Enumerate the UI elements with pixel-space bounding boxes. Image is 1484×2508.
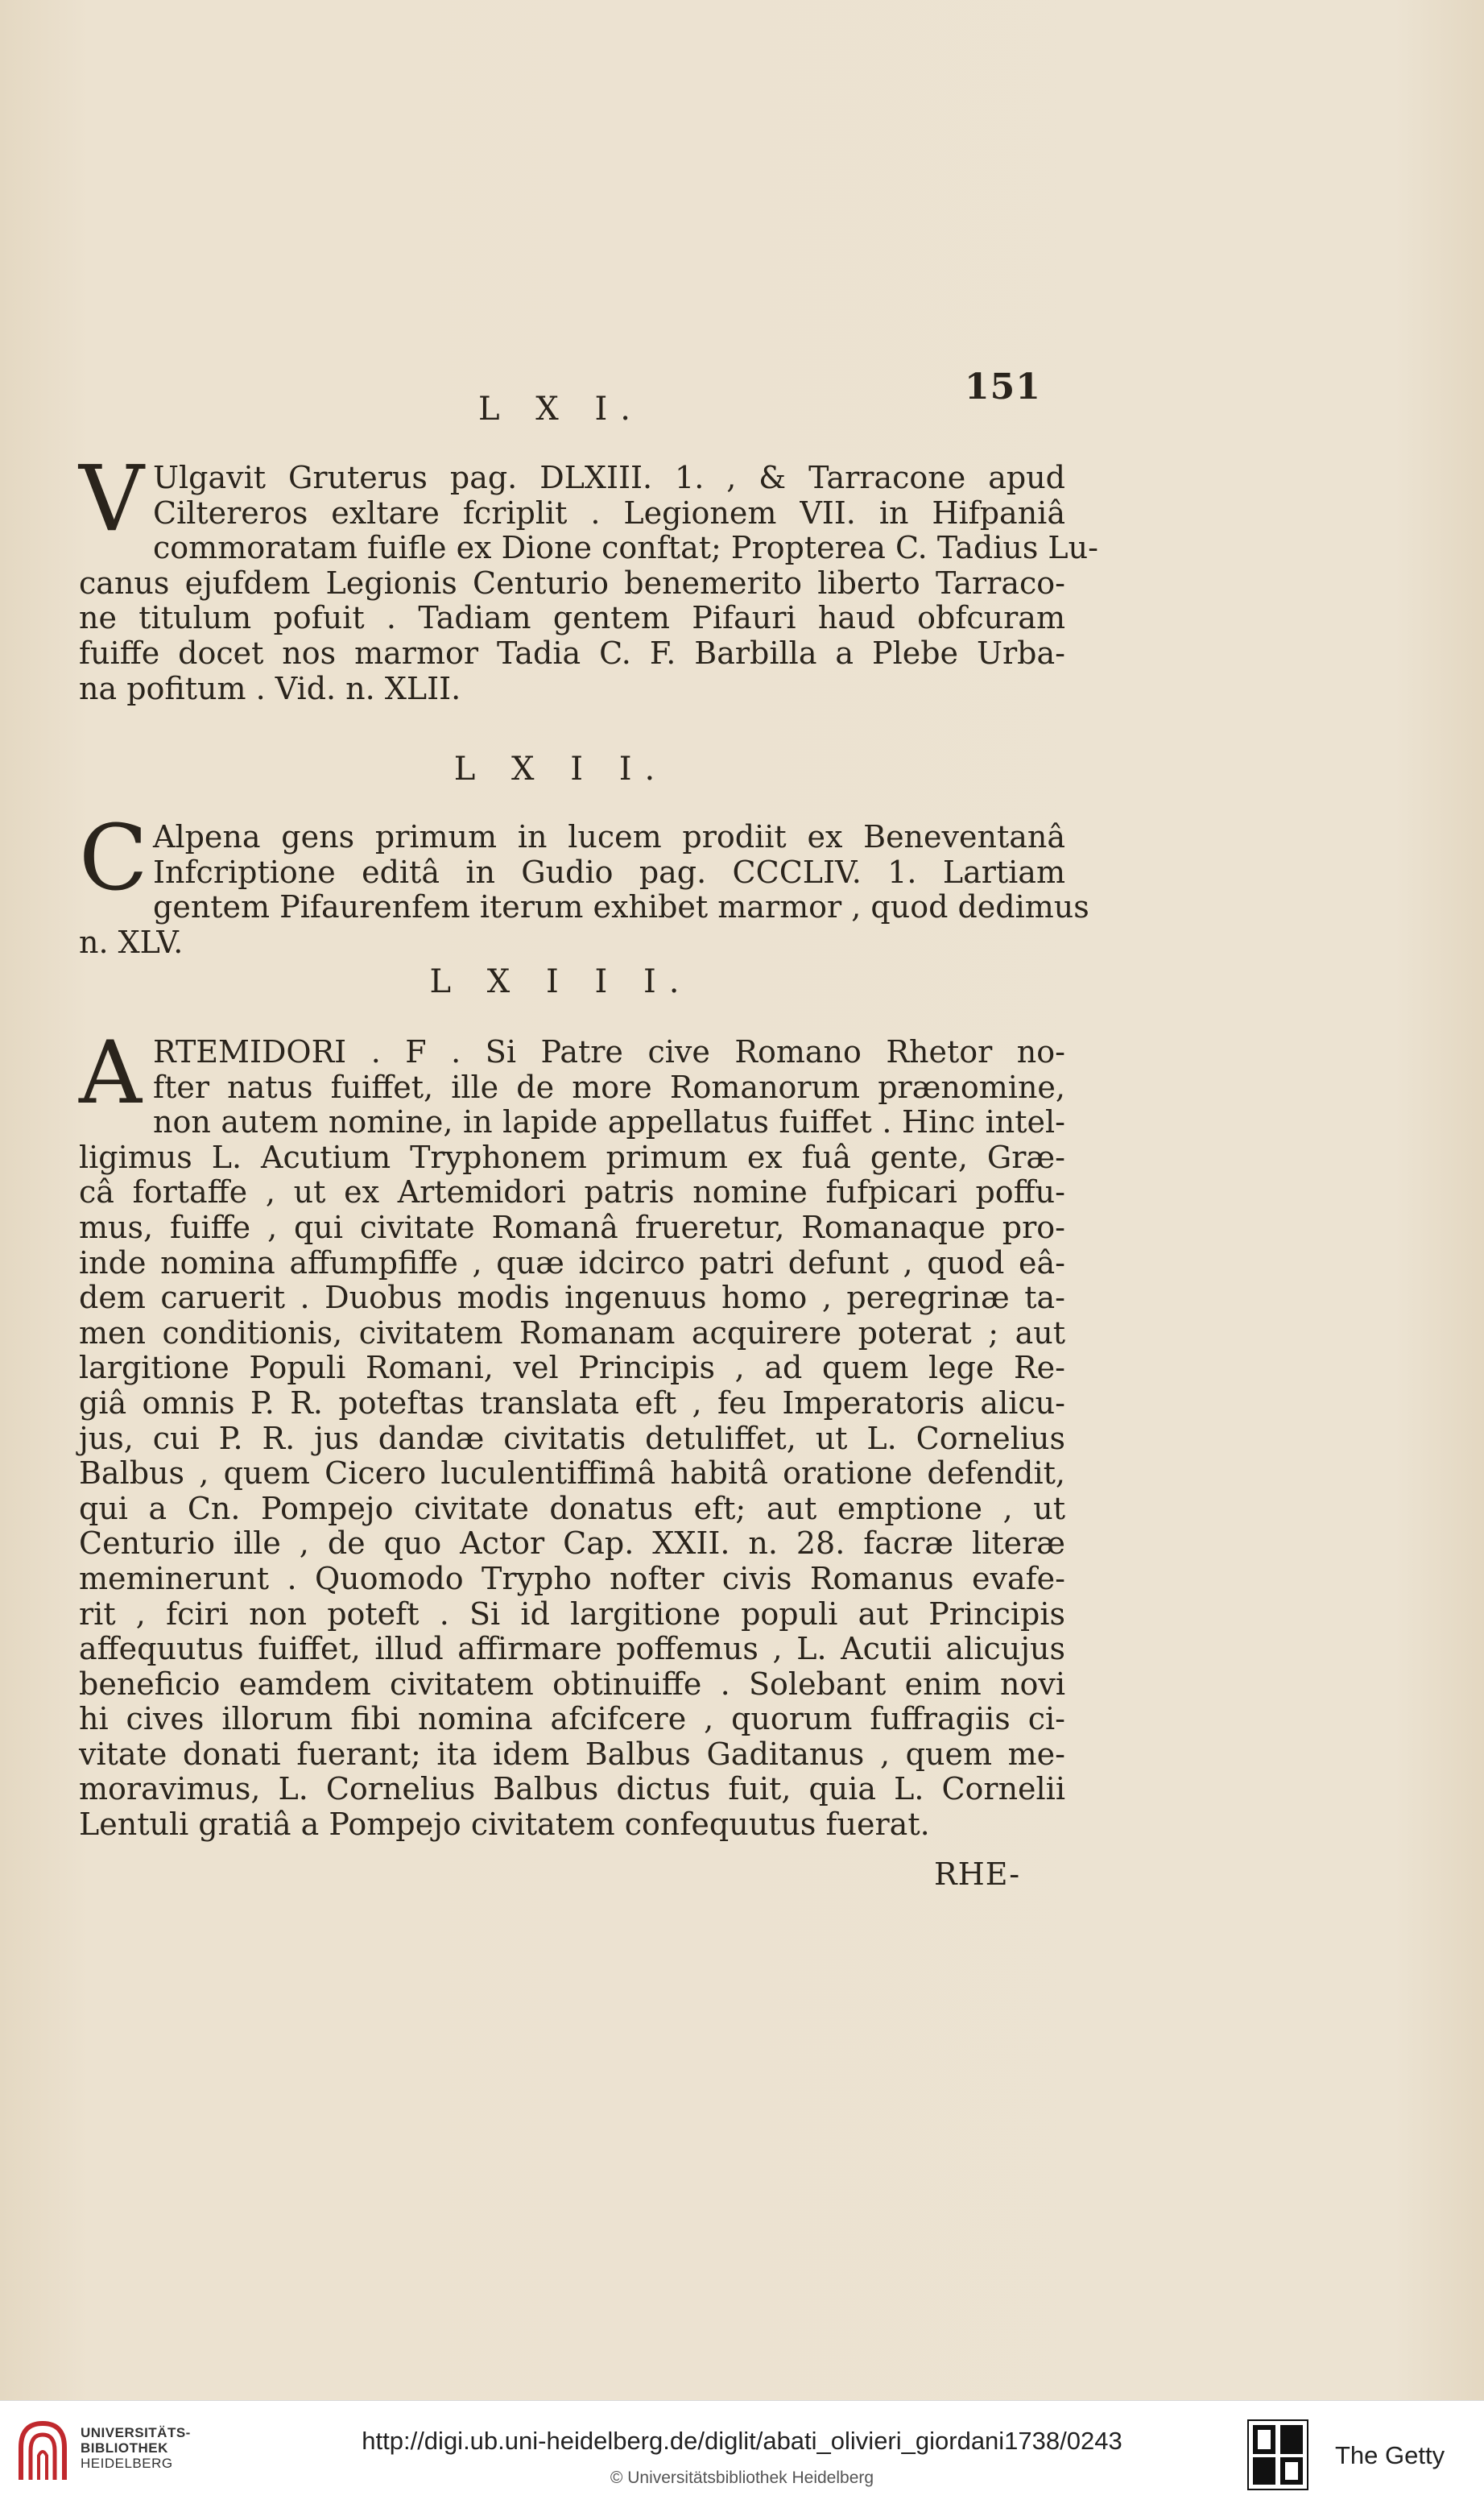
text-line: fter natus fuiffet, ille de more Romanorum prænomine,	[153, 1069, 1065, 1105]
section-heading-lxi: L X I.	[478, 391, 643, 428]
drop-cap: C	[79, 806, 148, 911]
section-heading-lxiii: L X I I I.	[429, 963, 692, 1000]
text-line: ne titulum pofuit . Tadiam gentem Pifauri haud obfcuram	[79, 600, 1065, 636]
drop-cap: A	[79, 1023, 142, 1124]
text-line: giâ omnis P. R. poteftas translata eft , feu Imperatoris alicu-	[79, 1384, 1065, 1421]
text-line: gentem Pifaurenfem iterum exhibet marmor , quod dedimus	[153, 889, 1089, 925]
section-lxi-text	[79, 447, 1098, 706]
text-line: Ciltereros exltare fcriplit . Legionem VII. in Hifpaniâ	[153, 495, 1065, 531]
text-line: vitate donati fuerant; ita idem Balbus Gaditanus , quem me-	[79, 1736, 1065, 1772]
text-line: Balbus , quem Cicero luculentiffimâ habitâ oratione defendit,	[79, 1455, 1065, 1492]
partner-name: The Getty	[1335, 2441, 1445, 2469]
text-line: n. XLV.	[79, 924, 184, 960]
text-line: rit , fciri non poteft . Si id largitione populi aut Principis	[79, 1595, 1065, 1632]
text-line: moravimus, L. Cornelius Balbus dictus fuit, quia L. Cornelii	[79, 1771, 1065, 1807]
page-number: 151	[965, 366, 1041, 408]
text-line: Lentuli gratiâ a Pompejo civitatem confequutus fuerat.	[79, 1807, 930, 1843]
text-line: inde nomina affumpfiffe , quæ idcirco patri defunt , quod eâ-	[79, 1244, 1065, 1281]
text-line: largitione Populi Romani, vel Principis , ad quem lege Re-	[79, 1350, 1065, 1386]
text-line: commoratam fuifle ex Dione conftat; Propterea C. Tadius Lu-	[153, 530, 1098, 566]
text-line: hi cives illorum fibi nomina afcifcere , quorum fuffragiis ci-	[79, 1701, 1065, 1737]
getty-logo-icon	[1246, 2419, 1309, 2491]
text-line: Centurio ille , de quo Actor Cap. XXII. n. 28. facræ literæ	[79, 1525, 1065, 1562]
text-line: non autem nomine, in lapide appellatus fuiffet . Hinc intel-	[153, 1104, 1065, 1140]
text-line: RTEMIDORI . F . Si Patre cive Romano Rhetor no-	[153, 1034, 1065, 1070]
section-lxiii-text	[79, 1023, 1065, 1843]
text-line: dem caruerit . Duobus modis ingenuus homo , peregrinæ ta-	[79, 1280, 1065, 1316]
text-line: ligimus L. Acutium Tryphonem primum ex fuâ gente, Græ-	[79, 1139, 1065, 1175]
text-line: jus, cui P. R. jus dandæ civitatis detuliffet, ut L. Cornelius	[79, 1420, 1065, 1456]
text-line: câ fortaffe , ut ex Artemidori patris nomine fufpicari poffu-	[79, 1174, 1065, 1211]
text-line: Infcriptione editâ in Gudio pag. CCCLIV. 1. Lartiam	[153, 854, 1065, 890]
library-name-line: HEIDELBERG	[81, 2456, 173, 2471]
text-line: meminerunt . Quomodo Trypho nofter civis Romanus evafe-	[79, 1560, 1065, 1596]
text-line: Alpena gens primum in lucem prodiit ex Beneventanâ	[153, 819, 1065, 855]
text-line: affequutus fuiffet, illud affirmare poffemus , L. Acutii alicujus	[79, 1631, 1065, 1667]
drop-cap: V	[79, 447, 144, 552]
library-name-line: BIBLIOTHEK	[81, 2440, 168, 2456]
copyright-notice: © Universitätsbibliothek Heidelberg	[610, 2469, 874, 2487]
section-heading-lxii: L X I I.	[453, 751, 668, 788]
text-line: Ulgavit Gruterus pag. DLXIII. 1. , & Tarracone apud	[153, 460, 1065, 495]
text-line: qui a Cn. Pompejo civitate donatus eft; aut emptione , ut	[79, 1490, 1065, 1526]
catchword: RHE-	[934, 1856, 1021, 1892]
section-lxii-text	[79, 806, 1089, 960]
text-line: fuiffe docet nos marmor Tadia C. F. Barbilla a Plebe Urba-	[79, 635, 1065, 671]
text-line: men conditionis, civitatem Romanam acquirere poterat ; aut	[79, 1314, 1065, 1351]
text-line: beneficio eamdem civitatem obtinuiffe . Solebant enim novi	[79, 1666, 1065, 1702]
library-name-line: UNIVERSITÄTS-	[81, 2425, 191, 2440]
text-line: mus, fuiffe , qui civitate Romanâ frueretur, Romanaque pro-	[79, 1209, 1065, 1245]
viewer-footer	[0, 2400, 1484, 2508]
text-line: canus ejufdem Legionis Centurio benemerito liberto Tarraco-	[79, 565, 1065, 601]
permalink-url[interactable]: http://digi.ub.uni-heidelberg.de/diglit/abati_olivieri_giordani1738/0243	[362, 2427, 1122, 2455]
text-line: na pofitum . Vid. n. XLII.	[79, 670, 461, 706]
